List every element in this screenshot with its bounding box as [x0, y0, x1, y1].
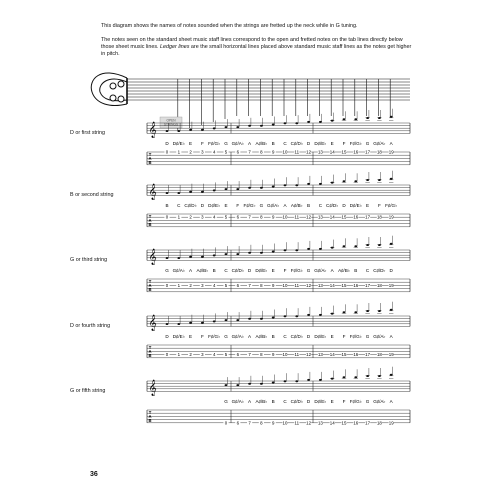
fret-number: 1 [177, 282, 181, 288]
fret-number: 12 [306, 282, 312, 288]
fret-number: 7 [248, 282, 251, 288]
note-name: E [330, 141, 334, 146]
treble-clef-icon: 𝄞 [148, 122, 157, 138]
note-name: C♯/D♭ [231, 268, 244, 273]
note-head [260, 383, 263, 385]
note-name: G [365, 399, 370, 404]
note-name: E [189, 334, 193, 339]
fret-number: 17 [365, 352, 371, 358]
fret-number: 19 [388, 214, 394, 220]
string-label: B or second string [70, 192, 114, 198]
fret-number: 14 [329, 352, 335, 358]
note-head [284, 380, 287, 382]
fret-number: 5 [224, 214, 228, 220]
treble-clef-icon: 𝄞 [148, 184, 157, 200]
note-head [378, 375, 381, 377]
fret-number: 13 [317, 420, 323, 426]
string-label: D or first string [70, 130, 106, 136]
note-head [354, 376, 357, 378]
fret-number: 12 [306, 420, 312, 426]
note-name: A♯/B♭ [338, 268, 350, 273]
tab-clef-letter: T [148, 279, 152, 284]
note-name: F♯/G♭ [385, 203, 398, 208]
note-name: A [389, 141, 393, 146]
note-name: G♯/A♭ [172, 268, 185, 273]
note-name: D♯/E♭ [172, 141, 185, 146]
fret-number: 18 [376, 149, 382, 155]
fret-number: 13 [317, 149, 323, 155]
fret-number: 4 [212, 282, 216, 288]
treble-clef-icon: 𝄞 [148, 380, 157, 396]
fret-number: 6 [236, 149, 240, 155]
fret-number: 9 [271, 149, 275, 155]
fret-number: 16 [353, 352, 359, 358]
fret-number: 11 [294, 282, 300, 288]
fret-number: 19 [388, 149, 394, 155]
note-name: C♯/D♭ [184, 203, 197, 208]
fret-number: 17 [365, 214, 371, 220]
fret-number: 11 [294, 352, 300, 358]
fret-numbers [223, 420, 394, 425]
fret-number: 19 [388, 282, 394, 288]
ledger-lines-term: Ledger lines [160, 44, 190, 51]
fret-number: 10 [282, 282, 288, 288]
fret-number: 7 [248, 149, 251, 155]
fret-number: 1 [177, 214, 181, 220]
note-name: E [189, 141, 193, 146]
note-name: B [165, 203, 169, 208]
fret-number: 7 [248, 420, 251, 426]
tab-clef-letter: T [148, 345, 152, 350]
fret-number: 17 [365, 149, 371, 155]
fret-number: 15 [341, 420, 347, 426]
tab-staff [147, 410, 410, 426]
fret-number: 6 [236, 282, 240, 288]
note-name: F [283, 268, 287, 273]
fret-number: 0 [165, 149, 169, 155]
tab-clef-letter: B [148, 287, 152, 292]
note-name: A [283, 203, 287, 208]
note-name: D♯/E♭ [314, 141, 327, 146]
note-name: B [271, 334, 275, 339]
note-name: D [200, 203, 205, 208]
note-name: F♯/G♭ [208, 334, 221, 339]
note-name: C [283, 334, 287, 339]
note-name: C [283, 399, 287, 404]
note-name: B [271, 399, 275, 404]
string-label: D or fourth string [70, 323, 111, 329]
treble-clef-icon: 𝄞 [148, 315, 157, 331]
fret-number: 4 [212, 352, 216, 358]
fret-number: 13 [317, 214, 323, 220]
fret-number: 17 [365, 420, 371, 426]
fret-number: 7 [248, 214, 251, 220]
note-name: D [165, 141, 169, 146]
tab-clef-letter: B [148, 222, 152, 227]
note-name: G [224, 334, 228, 339]
note-name: F [236, 203, 240, 208]
note-name: A [248, 334, 252, 339]
note-name: E [366, 203, 370, 208]
note-name: F [342, 141, 346, 146]
open-label-1: OPEN [166, 118, 176, 123]
fret-number: 8 [260, 352, 263, 358]
intro-text-2b: are the small horizontal lines placed above standard music staff lines as the notes get higher in pitch. [101, 44, 412, 58]
note-name: F♯/G♭ [349, 334, 362, 339]
fret-number: 6 [236, 420, 240, 426]
note-head [343, 376, 346, 378]
tab-clef-letter: B [148, 353, 152, 358]
note-name: F [342, 334, 346, 339]
note-name: G♯/A♭ [373, 141, 386, 146]
fret-number: 12 [306, 214, 312, 220]
note-name: C [177, 203, 181, 208]
note-name: G♯/A♭ [314, 268, 327, 273]
note-name: C♯/D♭ [373, 268, 386, 273]
note-name: B [307, 203, 311, 208]
fret-number: 16 [353, 214, 359, 220]
note-name: C♯/D♭ [326, 203, 339, 208]
note-name: F [342, 399, 346, 404]
fret-number: 5 [224, 352, 228, 358]
note-name: F [200, 141, 204, 146]
fret-number: 8 [260, 214, 263, 220]
fret-number: 0 [165, 214, 169, 220]
fret-number: 10 [282, 420, 288, 426]
fret-number: 10 [282, 149, 288, 155]
note-name: A [189, 268, 193, 273]
note-heads [225, 367, 394, 386]
note-name: A [248, 141, 252, 146]
note-name: F♯/G♭ [349, 141, 362, 146]
note-name: A♯/B♭ [255, 141, 268, 146]
note-name: D♯/E♭ [255, 268, 268, 273]
note-name: C♯/D♭ [290, 399, 303, 404]
note-head [331, 378, 334, 380]
note-name: G [165, 268, 169, 273]
fret-number: 16 [353, 420, 359, 426]
fret-number: 12 [306, 149, 312, 155]
note-name: C [224, 268, 228, 273]
fret-number: 16 [353, 149, 359, 155]
fret-number: 9 [271, 282, 275, 288]
note-name: C♯/D♭ [290, 334, 303, 339]
note-head [225, 384, 228, 386]
fret-number: 9 [271, 352, 275, 358]
fret-number: 8 [260, 282, 263, 288]
note-name: G [306, 268, 311, 273]
note-head [307, 379, 310, 381]
note-names [224, 399, 393, 404]
fret-number: 2 [189, 214, 192, 220]
string-label: G or third string [70, 257, 108, 263]
fret-number: 18 [376, 420, 382, 426]
note-name: D♯/E♭ [349, 203, 362, 208]
note-name: A♯/B♭ [196, 268, 209, 273]
fret-number: 8 [260, 149, 263, 155]
note-name: D♯/E♭ [208, 203, 221, 208]
fret-number: 2 [189, 149, 192, 155]
note-name: G [259, 203, 264, 208]
note-name: B [271, 141, 275, 146]
fret-number: 15 [341, 214, 347, 220]
note-name: F♯/G♭ [290, 268, 303, 273]
fret-number: 3 [201, 214, 204, 220]
fret-number: 3 [201, 282, 204, 288]
tab-clef-letter: T [148, 152, 152, 157]
note-name: G [365, 141, 370, 146]
fret-number: 1 [177, 149, 181, 155]
note-name: A [330, 268, 334, 273]
note-name: A♯/B♭ [255, 334, 268, 339]
note-name: C♯/D♭ [290, 141, 303, 146]
fret-number: 19 [388, 352, 394, 358]
note-name: G♯/A♭ [231, 141, 244, 146]
tab-clef-letter: B [148, 160, 152, 165]
fret-number: 1 [177, 352, 181, 358]
fret-number: 3 [201, 352, 204, 358]
fret-number: 11 [294, 214, 300, 220]
fret-number: 0 [224, 420, 228, 426]
music-staff [147, 381, 410, 391]
note-name: D [306, 334, 311, 339]
note-head [390, 374, 393, 376]
note-head [248, 383, 251, 385]
note-name: D [306, 399, 311, 404]
fret-number: 16 [353, 282, 359, 288]
note-name: G [224, 399, 228, 404]
note-name: C [283, 141, 287, 146]
fret-number: 14 [329, 420, 335, 426]
fret-number: 5 [224, 149, 228, 155]
fret-number: 17 [365, 282, 371, 288]
note-head [236, 384, 239, 386]
note-name: G [224, 141, 228, 146]
fret-number: 3 [201, 149, 204, 155]
fret-number: 7 [248, 352, 251, 358]
fret-number: 4 [212, 214, 216, 220]
note-name: F♯/G♭ [349, 399, 362, 404]
fret-number: 11 [294, 149, 300, 155]
note-name: G♯/A♭ [373, 399, 386, 404]
fret-number: 18 [376, 352, 382, 358]
note-name: C [318, 203, 323, 208]
note-name: E [330, 399, 334, 404]
fret-number: 4 [212, 149, 216, 155]
note-name: F♯/G♭ [208, 141, 221, 146]
tab-clef-letter: A [148, 283, 152, 288]
tab-clef-letter: A [148, 414, 152, 419]
tab-clef-letter: A [148, 349, 152, 354]
note-head [295, 380, 298, 382]
fret-number: 2 [189, 352, 192, 358]
fret-number: 8 [260, 420, 263, 426]
intro-text-1: This diagram shows the names of notes sounded when the strings are fretted up the neck while in G tuning. [101, 23, 358, 29]
fret-number: 14 [329, 149, 335, 155]
fret-number: 12 [306, 352, 312, 358]
fret-number: 9 [271, 214, 275, 220]
fret-number: 19 [388, 420, 394, 426]
fret-number: 18 [376, 214, 382, 220]
note-name: F [377, 203, 381, 208]
tab-clef-letter: B [148, 418, 152, 423]
fret-number: 13 [317, 352, 323, 358]
note-head [272, 382, 275, 384]
tab-clef-letter: T [148, 410, 152, 415]
note-name: E [330, 334, 334, 339]
note-name: D [389, 268, 393, 273]
page-number: 36 [90, 471, 98, 478]
note-name: A♯/B♭ [255, 399, 268, 404]
note-name: A [389, 334, 393, 339]
fret-number: 10 [282, 214, 288, 220]
note-name: D [342, 203, 346, 208]
note-name: B [212, 268, 216, 273]
note-name: D [165, 334, 169, 339]
treble-clef-icon: 𝄞 [148, 249, 157, 265]
intro-text-2a: The notes seen on the standard sheet music staff lines correspond to the open and fretted notes on the tab lines directly below those sheet music lines. [101, 37, 403, 51]
fret-number: 13 [317, 282, 323, 288]
note-name: F [200, 334, 204, 339]
tab-clef-letter: T [148, 214, 152, 219]
note-name: G♯/A♭ [231, 334, 244, 339]
tab-clef-letter: A [148, 218, 152, 223]
note-head [319, 379, 322, 381]
note-name: B [354, 268, 358, 273]
fret-number: 11 [294, 420, 300, 426]
open-label-2: STRINGS [163, 122, 179, 127]
note-name: D♯/E♭ [314, 399, 327, 404]
note-name: D [247, 268, 252, 273]
note-name: E [224, 203, 228, 208]
note-name: A♯/B♭ [290, 203, 303, 208]
note-name: E [271, 268, 275, 273]
fret-number: 15 [341, 149, 347, 155]
note-name: G♯/A♭ [373, 334, 386, 339]
note-name: D♯/E♭ [172, 334, 185, 339]
fret-number: 5 [224, 282, 228, 288]
string-label: G or fifth string [70, 388, 106, 394]
fret-number: 15 [341, 282, 347, 288]
fret-number: 2 [189, 282, 192, 288]
note-name: A [248, 399, 252, 404]
tab-clef-letter: A [148, 156, 152, 161]
fret-number: 14 [329, 214, 335, 220]
note-name: G♯/A♭ [267, 203, 280, 208]
note-name: D♯/E♭ [314, 334, 327, 339]
note-name: A [389, 399, 393, 404]
fret-number: 6 [236, 352, 240, 358]
note-name: G [365, 334, 370, 339]
fret-number: 14 [329, 282, 335, 288]
fret-number: 15 [341, 352, 347, 358]
fret-number: 18 [376, 282, 382, 288]
fret-number: 10 [282, 352, 288, 358]
fret-number: 6 [236, 214, 240, 220]
note-name: G♯/A♭ [231, 399, 244, 404]
note-head [366, 375, 369, 377]
fret-number: 9 [271, 420, 275, 426]
fret-number: 0 [165, 352, 169, 358]
note-name: D [306, 141, 311, 146]
note-name: C [365, 268, 370, 273]
note-name: F♯/G♭ [243, 203, 256, 208]
fret-number: 0 [165, 282, 169, 288]
